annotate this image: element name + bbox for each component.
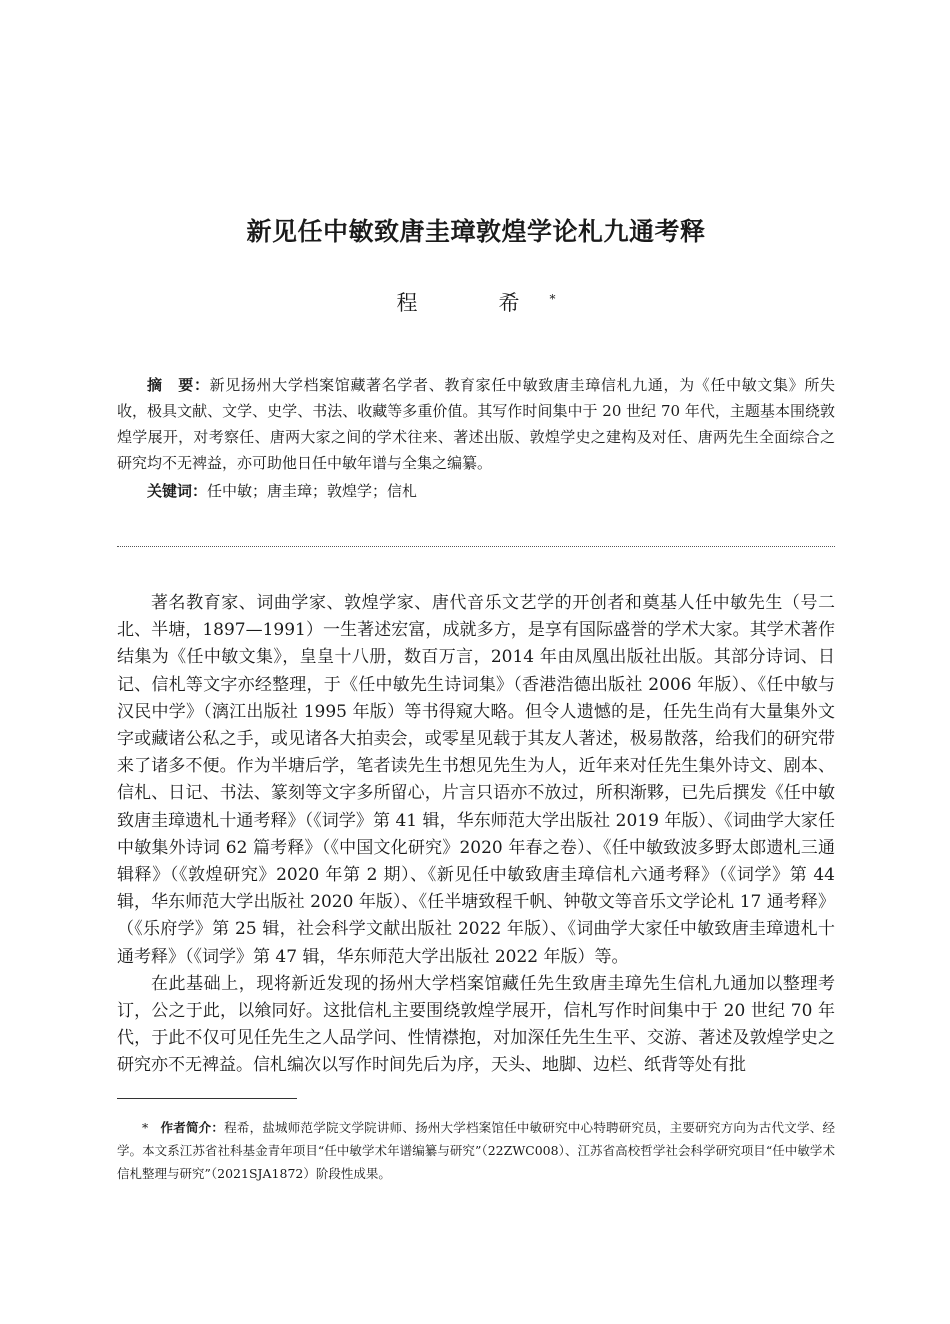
footnote-label: 作者简介 — [160, 1120, 212, 1135]
abstract-colon: ： — [193, 376, 210, 394]
keywords-colon: ： — [192, 482, 208, 500]
keywords-text: 任中敏；唐圭璋；敦煌学；信札 — [207, 482, 418, 500]
article-body — [117, 590, 835, 1080]
footnote-text: 程希，盐城师范学院文学院讲师、扬州大学档案馆任中敏研究中心特聘研究员，主要研究方向为古代文学、经学。本文系江苏省社科基金青年项目“任中敏学术年谱编纂与研究”（22ZWC008）、江苏省高校哲学社会科学研究项目“任中敏学术信札整理与研究”（2021SJA1872）阶段性成果。 — [117, 1120, 835, 1181]
abstract-paragraph — [117, 372, 835, 476]
abstract-block — [117, 372, 835, 504]
author-footnote-mark: * — [549, 292, 556, 306]
keywords-line — [117, 478, 835, 504]
abstract-text: 新见扬州大学档案馆藏著名学者、教育家任中敏致唐圭璋信札九通，为《任中敏文集》所失收，极具文献、文学、史学、书法、收藏等多重价值。其写作时间集中于 20 世纪 70 年代，主题基本围绕敦煌学展开，对考察任、唐两大家之间的学术往来、著述出版、敦煌学史之建构及对任、唐两先生全面综合之研究均不无裨益，亦可助他日任中敏年谱与全集之编纂。 — [117, 376, 835, 472]
abstract-divider — [117, 546, 835, 547]
footnote-mark: * — [142, 1120, 149, 1135]
author-footnote — [117, 1116, 835, 1185]
keywords-label: 关键词 — [147, 482, 193, 500]
footnote-colon: ： — [211, 1120, 225, 1135]
article-author — [117, 287, 835, 317]
body-paragraph-1: 著名教育家、词曲学家、敦煌学家、唐代音乐文艺学的开创者和奠基人任中敏先生（号二北、半塘，1897—1991）一生著述宏富，成就多方，是享有国际盛誉的学术大家。其学术著作结集为《任中敏文集》，皇皇十八册，数百万言，2014 年由凤凰出版社出版。其部分诗词、日记、信札等文字亦经整理，于《任中敏先生诗词集》（香港浩德出版社 2006 年版）、《任中敏与汉民中学》（漓江出版社 1995 年版）等书得窥大略。但令人遗憾的是，任先生尚有大量集外文字或藏诸公私之手，或见诸各大拍卖会，或零星见载于其友人著述，极易散落，给我们的研究带来了诸多不便。作为半塘后学，笔者读先生书想见先生为人，近年来对任先生集外诗文、剧本、信札、日记、书法、篆刻等文字多所留心，片言只语亦不放过，所积渐夥，已先后撰发《任中敏致唐圭璋遗札十通考释》（《词学》第 41 辑，华东师范大学出版社 2019 年版）、《词曲学大家任中敏集外诗词 62 篇考释》（《中国文化研究》2020 年春之卷）、《任中敏致波多野太郎遗札三通辑释》（《敦煌研究》2020 年第 2 期）、《新见任中敏致唐圭璋信札六通考释》（《词学》第 44 辑，华东师范大学出版社 2020 年版）、《任半塘致程千帆、钟敬文等音乐文学论札 17 通考释》（《乐府学》第 25 辑，社会科学文献出版社 2022 年版）、《词曲学大家任中敏致唐圭璋遗札十通考释》（《词学》第 47 辑，华东师范大学出版社 2022 年版）等。 — [117, 593, 835, 967]
author-name: 程 希 — [396, 291, 550, 315]
footnote-rule — [117, 1098, 297, 1099]
body-paragraph-2: 在此基础上，现将新近发现的扬州大学档案馆藏任先生致唐圭璋先生信札九通加以整理考订，公之于此，以飨同好。这批信札主要围绕敦煌学展开，信札写作时间集中于 20 世纪 70 年代，于此不仅可见任先生之人品学问、性情襟抱，对加深任先生生平、交游、著述及敦煌学史之研究亦不无裨益。信札编次以写作时间先后为序，天头、地脚、边栏、纸背等处有批 — [117, 973, 835, 1076]
article-title: 新见任中敏致唐圭璋敦煌学论札九通考释 — [246, 217, 706, 246]
abstract-label: 摘 要 — [147, 376, 194, 394]
